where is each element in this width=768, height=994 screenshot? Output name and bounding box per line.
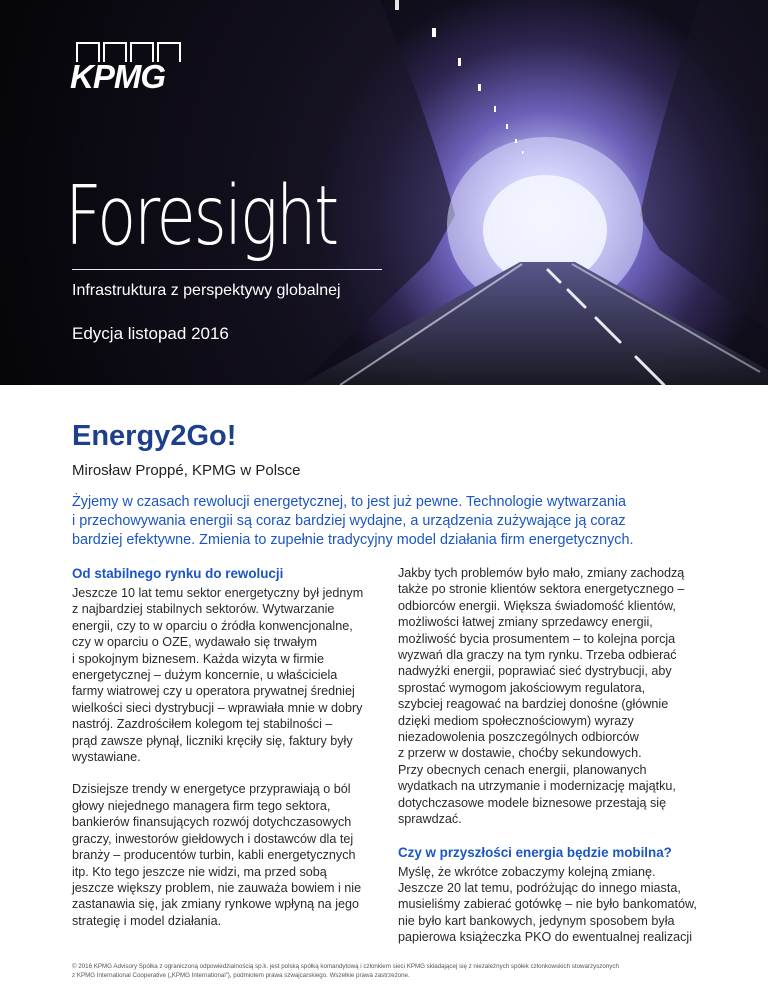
footer-line: z KPMG International Cooperative („KPMG International”), podmiotem prawa szwajcarskiego. Wszelkie prawa zastrzeżone. xyxy=(72,971,410,979)
text-line: szybciej reagować na bardziej donośne (głównie xyxy=(398,697,669,712)
text-line: prąd zawsze płynął, liczniki kręciły się, faktury były xyxy=(72,733,353,748)
copyright-footer xyxy=(72,963,712,980)
footer-line: © 2016 KPMG Advisory Spółka z ograniczoną odpowiedzialnością sp.k. jest polską spółką komandytową i członkiem sieci KPMG składającej się z niezależnych spółek członkowskich stowarzyszonych xyxy=(72,963,619,970)
text-line: czy w oparciu o OZE, wydawało się trwałym xyxy=(72,635,317,650)
lead-line: Żyjemy w czasach rewolucji energetycznej, to jest już pewne. Technologie wytwarzania xyxy=(72,494,627,510)
text-line: Przy obecnych cenach energii, planowanych xyxy=(398,762,647,777)
text-line: sprawdzać. xyxy=(398,812,462,827)
right-column xyxy=(398,565,708,962)
text-line: Jeszcze 10 lat temu sektor energetyczny był jednym xyxy=(72,586,364,600)
text-line: zastanawia się, jak zmiany rynkowe wpłyną na jego xyxy=(72,897,359,912)
text-line: papierowa książeczka PKO do ewentualnej realizacji xyxy=(398,930,693,945)
edition-label: Edycja listopad 2016 xyxy=(72,324,229,343)
text-line: bankierów finansujących rozwój dotychczasowych xyxy=(72,815,352,830)
text-line: graczy, inwestorów giełdowych i dostawców dla tej xyxy=(72,831,354,846)
text-line: nadwyżki energii, poprawiać sieć dystrybucji, aby xyxy=(398,664,672,679)
text-line: z najbardziej stabilnych sektorów. Wytwarzanie xyxy=(72,602,335,617)
text-line: energii, czy to w oparciu o źródła konwencjonalne, xyxy=(72,618,353,633)
text-line: Dzisiejsze trendy w energetyce przyprawiają o ból xyxy=(72,782,351,797)
text-line: musieliśmy zabierać gotówkę – nie było bankomatów, xyxy=(398,897,697,912)
text-line: farmy wiatrowej czy u operatora prywatnej średniej xyxy=(72,684,355,699)
title-divider xyxy=(72,269,382,270)
text-line: Myślę, że wkrótce zobaczymy kolejną zmianę. xyxy=(398,864,656,879)
text-line: dzięki mediom społecznościowym) wyrazy xyxy=(398,713,634,728)
publication-subtitle: Infrastruktura z perspektywy globalnej xyxy=(72,282,341,299)
text-line: itp. Kto tego jeszcze nie widzi, ma przed sobą xyxy=(72,864,327,879)
kpmg-logo xyxy=(70,42,186,95)
text-line: energetycznej – dużym koncernie, u właściciela xyxy=(72,668,338,683)
text-line: możliwości łatwej zmiany sprzedawcy energii, xyxy=(398,615,653,630)
lead-line: i przechowywania energii są coraz bardziej wydajne, a urządzenia zużywające ją coraz xyxy=(72,513,626,529)
text-line: nastrój. Zazdrościłem kolegom tej stabilności – xyxy=(72,717,333,732)
text-line: możliwość bycia prosumentem – to kolejna porcja xyxy=(398,631,676,646)
article-title: Energy2Go! xyxy=(72,420,237,452)
text-line: branży – producentów turbin, kabli energetycznych xyxy=(72,848,356,863)
text-line: odbiorców energii. Większa świadomość klientów, xyxy=(398,598,676,613)
text-line: wydatkach na utrzymanie i modernizację majątku, xyxy=(398,779,676,794)
text-line: niezadowolenia poszczególnych odbiorców xyxy=(398,730,639,745)
text-line: głowy niejednego managera firm tego sektora, xyxy=(72,798,331,813)
paragraph xyxy=(72,585,382,765)
text-line: nie było kart bankowych, jedynym sposobem była xyxy=(398,913,675,928)
paragraph xyxy=(398,565,708,828)
text-line: wystawiane. xyxy=(72,750,141,765)
publication-title: Foresight xyxy=(65,169,337,264)
text-line: sprostać wymogom jakościowym regulatora, xyxy=(398,680,646,695)
kpmg-logo-text: KPMG xyxy=(70,58,165,95)
text-line: Jakby tych problemów było mało, zmiany zachodzą xyxy=(398,566,685,580)
left-column xyxy=(72,565,382,945)
article-author: Mirosław Proppé, KPMG w Polsce xyxy=(72,462,301,479)
text-line: także po stronie klientów sektora energetycznego – xyxy=(398,582,685,597)
article-lead xyxy=(72,493,712,550)
text-line: wyzwań dla graczy na tym rynku. Trzeba odbierać xyxy=(398,648,677,663)
section-heading: Od stabilnego rynku do rewolucji xyxy=(72,566,284,581)
cover-hero xyxy=(0,0,768,385)
text-line: i spokojnym biznesem. Każda wizyta w firmie xyxy=(72,651,324,666)
lead-line: bardziej efektywne. Zmienia to zupełnie tradycyjny model działania firm energetycznych. xyxy=(72,532,634,548)
text-line: dotychczasowe modele biznesowe przestają się xyxy=(398,795,667,810)
text-line: wielkości sieci dystrybucji – wprawiała mnie w dobry xyxy=(72,700,363,715)
text-line: jeszcze większy problem, nie zauważa bowiem i nie xyxy=(72,880,362,895)
text-line: z przerw w dostawie, choćby sekundowych. xyxy=(398,746,642,761)
section-heading: Czy w przyszłości energia będzie mobilna? xyxy=(398,844,672,860)
text-line: strategię i model działania. xyxy=(72,913,222,928)
paragraph xyxy=(72,781,382,929)
text-line: Jeszcze 20 lat temu, podróżując do innego miasta, xyxy=(398,880,681,895)
paragraph xyxy=(398,864,708,946)
